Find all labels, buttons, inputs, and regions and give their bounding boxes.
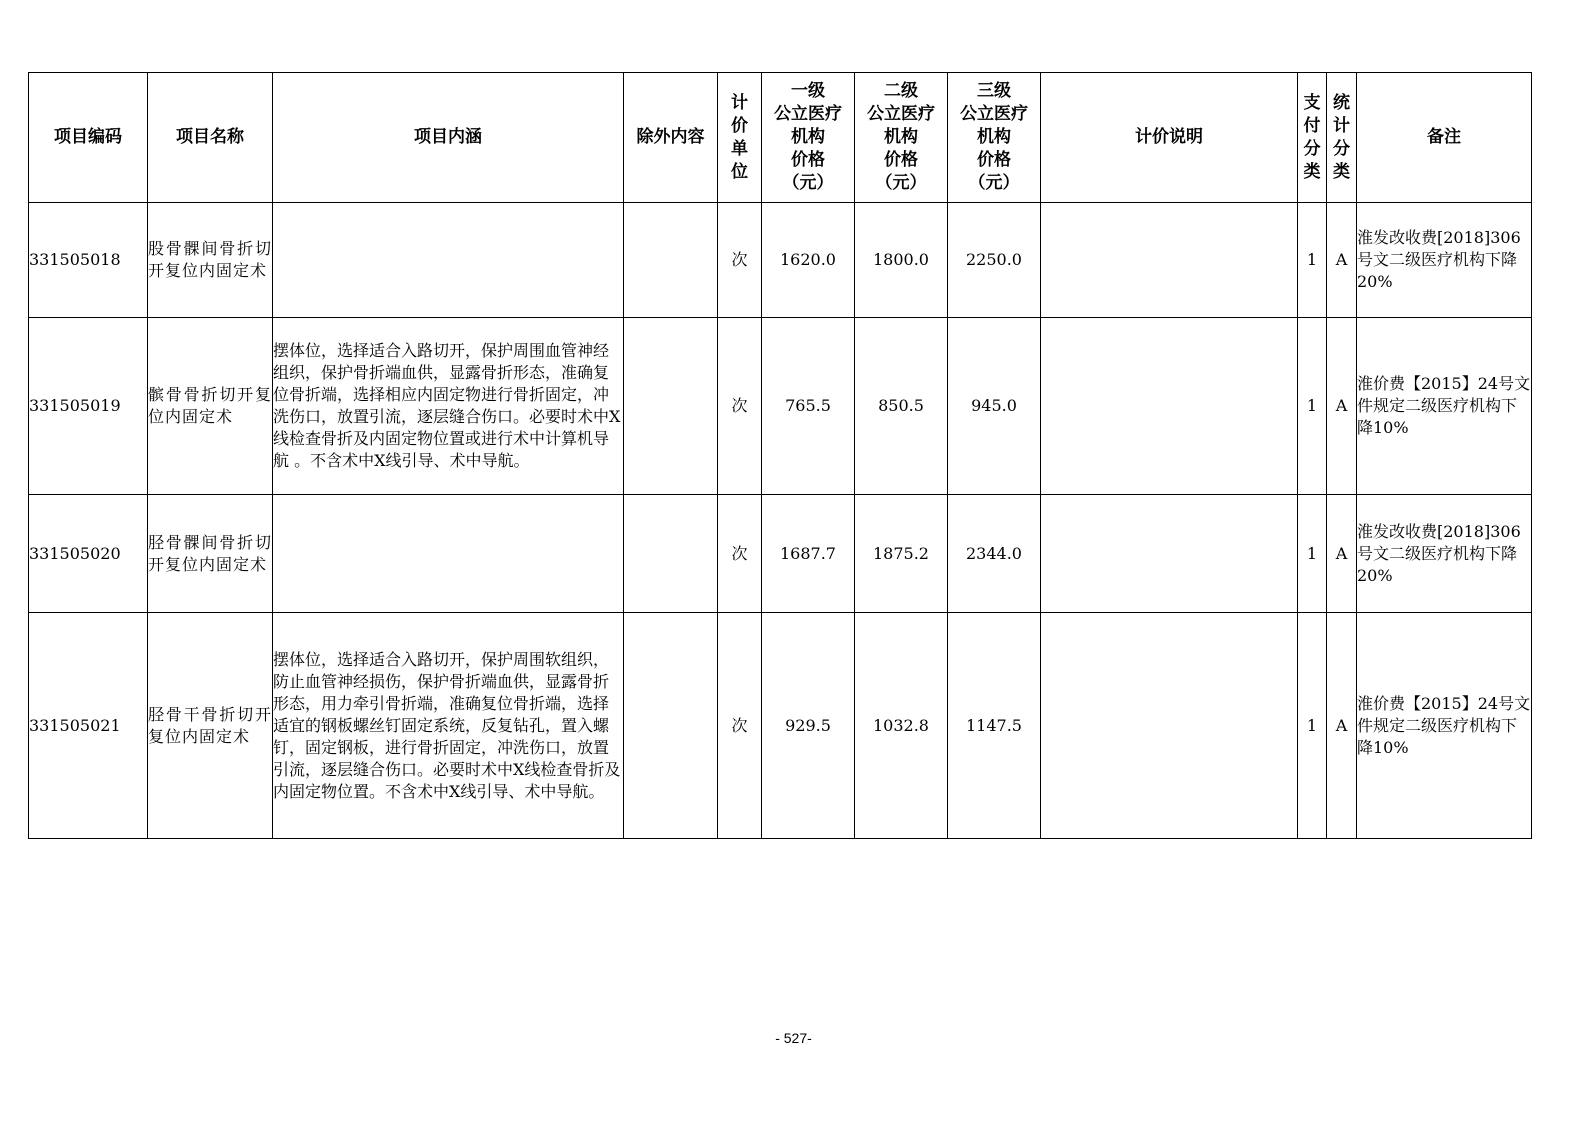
header-row [29,73,1532,203]
cell-stat: A [1327,318,1357,495]
cell-excluded [624,495,718,613]
header-payment-text: 支付分类 [1303,92,1321,182]
cell-unit: 次 [718,203,762,318]
page-number: - 527- [775,1030,812,1046]
cell-level2-price: 1032.8 [855,613,948,839]
cell-payment: 1 [1298,613,1327,839]
cell-code: 331505019 [29,318,148,495]
header-payment [1298,73,1327,203]
cell-name: 髌骨骨折切开复位内固定术 [148,318,273,495]
cell-stat: A [1327,495,1357,613]
cell-stat: A [1327,613,1357,839]
cell-level3-price: 1147.5 [948,613,1041,839]
table-row [29,613,1532,839]
header-unit [718,73,762,203]
header-stat [1327,73,1357,203]
cell-excluded [624,318,718,495]
cell-level3-price: 2250.0 [948,203,1041,318]
table-row [29,495,1532,613]
cell-level1-price: 765.5 [762,318,855,495]
cell-name: 胫骨干骨折切开复位内固定术 [148,613,273,839]
cell-unit: 次 [718,613,762,839]
cell-content [273,203,624,318]
cell-payment: 1 [1298,203,1327,318]
header-excluded: 除外内容 [624,73,718,203]
cell-content: 摆体位，选择适合入路切开，保护周围软组织，防止血管神经损伤，保护骨折端血供，显露骨折形态，用力牵引骨折端，准确复位骨折端，选择适宜的钢板螺丝钉固定系统，反复钻孔，置入螺钉，固定钢板，进行骨折固定，冲洗伤口，放置引流，逐层缝合伤口。必要时术中X线检查骨折及内固定物位置。不含术中X线引导、术中导航。 [273,613,624,839]
cell-payment: 1 [1298,495,1327,613]
table-row [29,203,1532,318]
cell-pricing-note [1041,495,1298,613]
cell-stat: A [1327,203,1357,318]
cell-level1-price: 929.5 [762,613,855,839]
cell-level1-price: 1687.7 [762,495,855,613]
header-level1-text: 一级 公立医疗 机构 价格 （元） [774,81,842,193]
header-remark: 备注 [1357,73,1532,203]
cell-pricing-note [1041,203,1298,318]
cell-level2-price: 850.5 [855,318,948,495]
cell-code: 331505021 [29,613,148,839]
cell-remark: 淮价费【2015】24号文件规定二级医疗机构下降10% [1357,318,1532,495]
cell-pricing-note [1041,613,1298,839]
cell-level3-price: 2344.0 [948,495,1041,613]
header-level3-price [948,73,1041,203]
header-level2-text: 二级 公立医疗 机构 价格 （元） [867,81,935,193]
cell-excluded [624,203,718,318]
header-pricing-note: 计价说明 [1041,73,1298,203]
cell-level3-price: 945.0 [948,318,1041,495]
header-name: 项目名称 [148,73,273,203]
cell-level1-price: 1620.0 [762,203,855,318]
header-content: 项目内涵 [273,73,624,203]
header-level2-price [855,73,948,203]
cell-content [273,495,624,613]
cell-unit: 次 [718,318,762,495]
header-stat-text: 统计分类 [1333,92,1350,182]
cell-level2-price: 1875.2 [855,495,948,613]
price-table [28,72,1532,839]
cell-name: 胫骨髁间骨折切开复位内固定术 [148,495,273,613]
header-code: 项目编码 [29,73,148,203]
cell-name: 股骨髁间骨折切开复位内固定术 [148,203,273,318]
cell-excluded [624,613,718,839]
cell-code: 331505018 [29,203,148,318]
cell-unit: 次 [718,495,762,613]
header-level1-price [762,73,855,203]
cell-content: 摆体位，选择适合入路切开，保护周围血管神经组织，保护骨折端血供，显露骨折形态，准确复位骨折端，选择相应内固定物进行骨折固定，冲洗伤口，放置引流，逐层缝合伤口。必要时术中X线检查骨折及内固定物位置或进行术中计算机导航 。不含术中X线引导、术中导航。 [273,318,624,495]
cell-remark: 淮发改收费[2018]306号文二级医疗机构下降20% [1357,495,1532,613]
table-row [29,318,1532,495]
cell-payment: 1 [1298,318,1327,495]
header-level3-text: 三级 公立医疗 机构 价格 （元） [960,81,1028,193]
header-unit-text: 计价单位 [731,92,748,182]
cell-remark: 淮发改收费[2018]306号文二级医疗机构下降20% [1357,203,1532,318]
cell-remark: 淮价费【2015】24号文件规定二级医疗机构下降10% [1357,613,1532,839]
cell-level2-price: 1800.0 [855,203,948,318]
cell-code: 331505020 [29,495,148,613]
cell-pricing-note [1041,318,1298,495]
